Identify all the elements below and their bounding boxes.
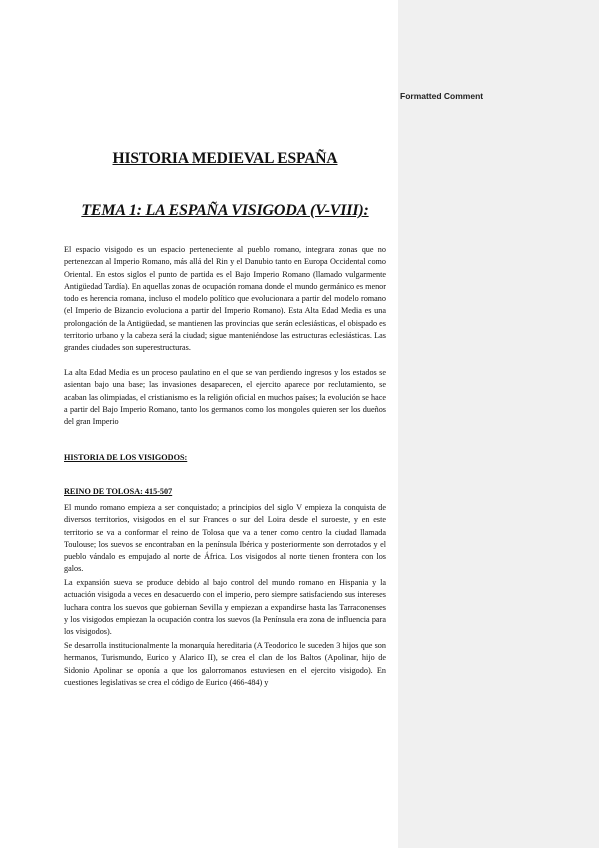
paragraph-alta-edad-media: La alta Edad Media es un proceso paulatino en el que se van perdiendo ingresos y los estados se asientan bajo una base; las invasiones desaparecen, el ejercito aparece por reclutamiento, se acaban las olimpiadas, el cristianismo es la religión oficial en muchos países; la evolución se hace a partir del Bajo Imperio Romano, tanto los germanos como los mongoles quieren ser los dueños del gran Imperio	[64, 368, 386, 426]
section-heading: HISTORIA DE LOS VISIGODOS:	[64, 453, 188, 462]
subsection-heading: REINO DE TOLOSA: 415-507	[64, 487, 173, 496]
document-subtitle: TEMA 1: LA ESPAÑA VISIGODA (V-VIII):	[81, 202, 369, 219]
paragraph-sueva-expansion: La expansión sueva se produce debido al bajo control del mundo romano en Hispania y la actuación visigoda a veces en desacuerdo con el imperio, pero siempre satisfaciendo sus intereses luchara contra los suevos que gobiernan Sevilla y empiezan a expandirse hasta las Tarraconenses y los visigodos empiezan la ocupación contra los suevos (la Península era zona de influencia para los visigodos).	[64, 578, 386, 636]
paragraph-tolosa-conquest: El mundo romano empieza a ser conquistado; a principios del siglo V empieza la conquista de diversos territorios, visigodos en el sur Frances o sur del Loira desde el suroeste, y en este territorio se va a conformar el reino de Tolosa que va a tener como centro la ciudad llamada Toulouse; los suevos se encontraban en la península Ibérica y posteriormente son derrotados y el pueblo vándalo es empujado al norte de África. Los visigodos al norte tienen frontera con los galos.	[64, 503, 386, 574]
document-title: HISTORIA MEDIEVAL ESPAÑA	[112, 150, 338, 167]
paragraph-intro: El espacio visigodo es un espacio perteneciente al pueblo romano, integrara zonas que no pertenezcan al Imperio Romano, más allá del Rin y el Danubio tanto en Europa Occidental como Oriental. En estos siglos el punto de partida es el Bajo Imperio Romano (llamado vulgarmente Antigüedad Tardía). En aquellas zonas de ocupación romana donde el mundo germánico es menor todo es herencia romana, incluso el modelo político que evolucionara a partir del modelo romano (el Imperio de Bizancio evoluciona a partir del Imperio Romano). Esta Alta Edad Media es una prolongación de la Antigüedad, se mantienen las provincias que serán eclesiásticas, el obispado es territorio urbano y la cabeza será la ciudad; sigue manteniéndose las estructuras eclesiásticas. Las grandes ciudades son superestructuras.	[64, 245, 386, 352]
formatted-comment-label: Formatted Comment	[400, 91, 484, 101]
paragraph-monarchy: Se desarrolla institucionalmente la monarquía hereditaria (A Teodorico le suceden 3 hijos que son hermanos, Turismundo, Eurico y Alarico II), se crea el clan de los Baltos (Apolinar, hijo de Sidonio Apolinar se oponía a que los galorromanos estuviesen en el ejercito visigodo). En cuestiones legislativas se crea el código de Eurico (466-484) y	[64, 641, 386, 687]
comments-pane	[398, 0, 599, 848]
